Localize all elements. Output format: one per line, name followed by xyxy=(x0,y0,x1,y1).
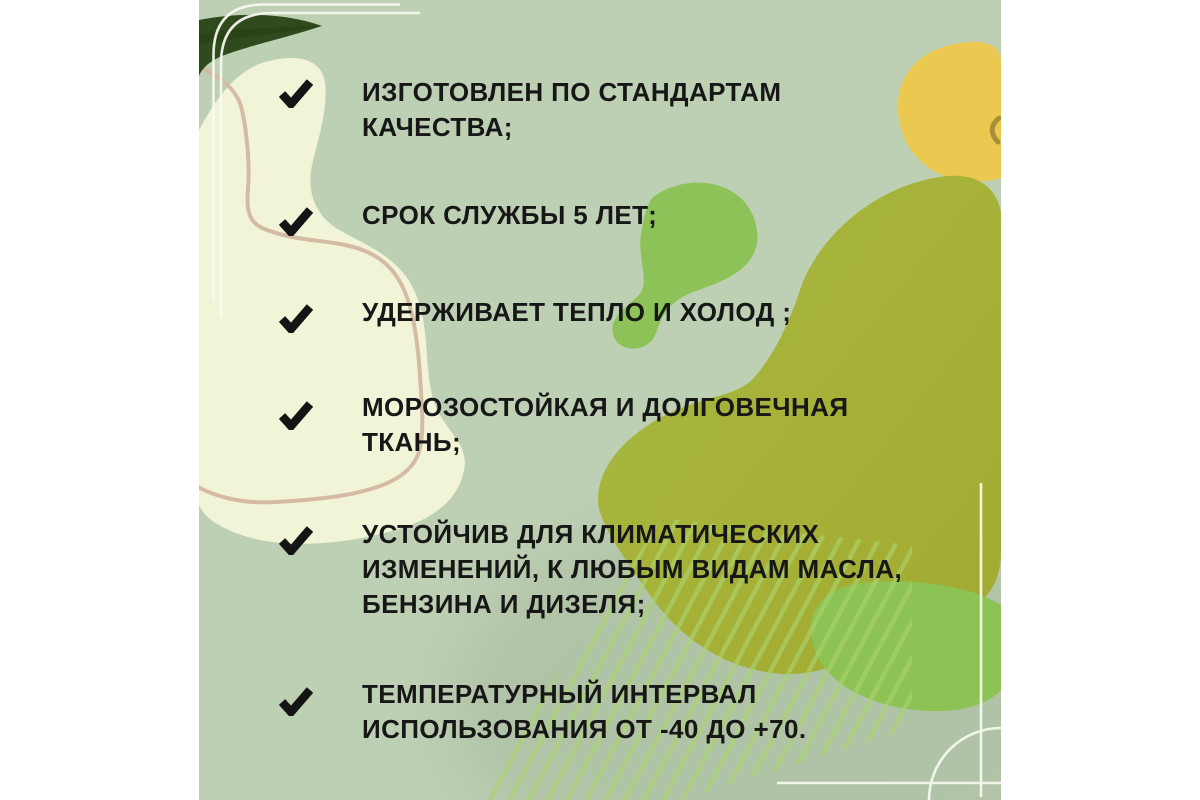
feature-line: УСТОЙЧИВ ДЛЯ КЛИМАТИЧЕСКИХ xyxy=(362,519,820,549)
checkmark-icon xyxy=(279,400,313,430)
feature-text xyxy=(362,677,806,747)
feature-line: ИЗМЕНЕНИЙ, К ЛЮБЫМ ВИДАМ МАСЛА, xyxy=(362,554,903,584)
checkmark-icon xyxy=(279,303,313,333)
feature-line: ИСПОЛЬЗОВАНИЯ ОТ -40 ДО +70. xyxy=(362,714,807,744)
checkmark-icon xyxy=(279,78,313,108)
checkmark-icon xyxy=(279,686,313,716)
feature-line: ИЗГОТОВЛЕН ПО СТАНДАРТАМ xyxy=(362,77,782,107)
feature-line: УДЕРЖИВАЕТ ТЕПЛО И ХОЛОД ; xyxy=(362,297,792,327)
checkmark-icon xyxy=(279,525,313,555)
feature-line: СРОК СЛУЖБЫ 5 ЛЕТ; xyxy=(362,200,658,230)
feature-text xyxy=(362,390,848,460)
feature-line: ТКАНЬ; xyxy=(362,427,462,457)
feature-line: МОРОЗОСТОЙКАЯ И ДОЛГОВЕЧНАЯ xyxy=(362,392,849,422)
feature-line: БЕНЗИНА И ДИЗЕЛЯ; xyxy=(362,589,646,619)
feature-line: КАЧЕСТВА; xyxy=(362,112,513,142)
card-canvas xyxy=(199,0,1001,800)
feature-text xyxy=(362,517,902,622)
feature-line: ТЕМПЕРАТУРНЫЙ ИНТЕРВАЛ xyxy=(362,679,757,709)
feature-text xyxy=(362,295,791,330)
feature-text xyxy=(362,75,781,145)
feature-text xyxy=(362,198,657,233)
checkmark-icon xyxy=(279,206,313,236)
